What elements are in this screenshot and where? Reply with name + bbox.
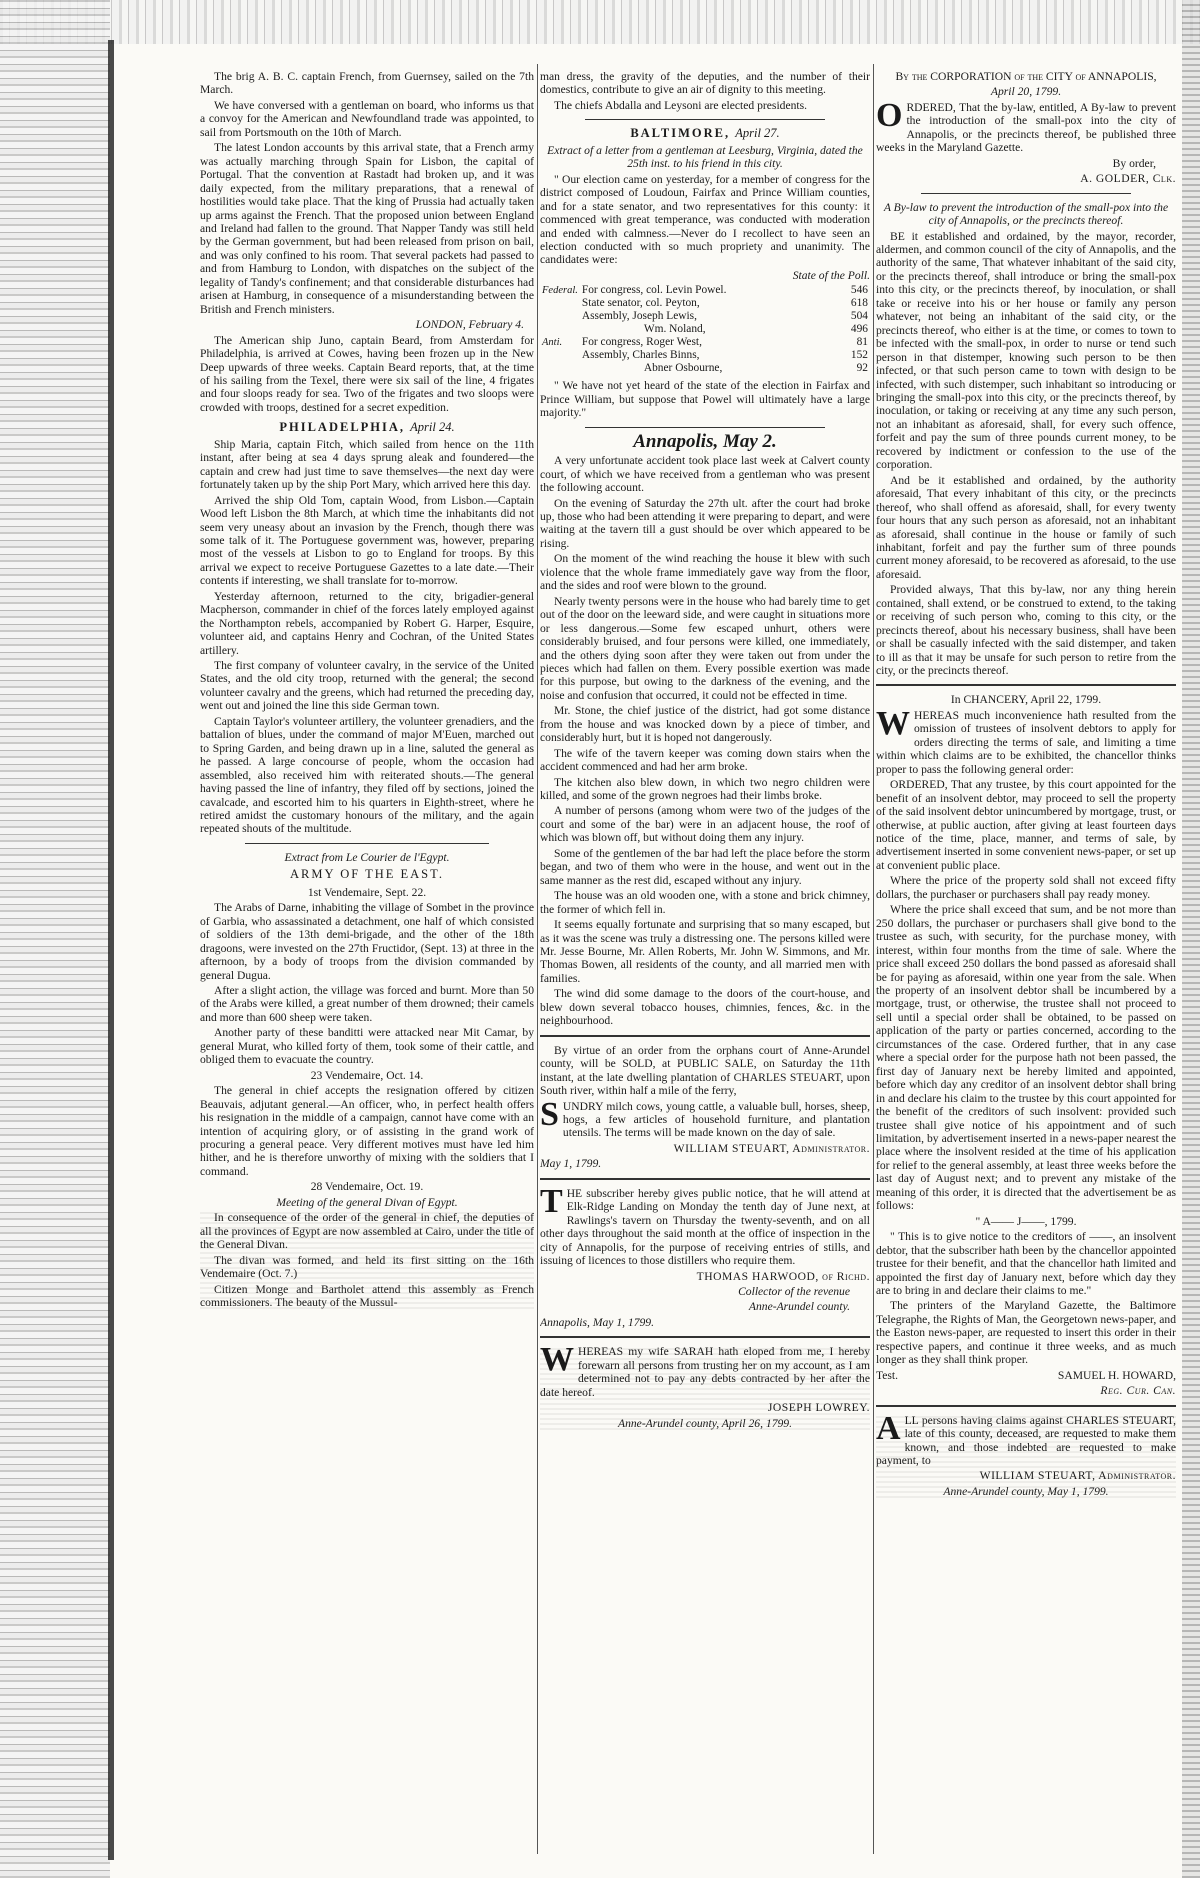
news-paragraph: " We have not yet heard of the state of the election in Fairfax and Prince William, but suppose that Powel will ultimately have a large majority." [540, 379, 870, 420]
news-paragraph: Another party of these banditti were attacked near Mit Camar, by general Murat, who killed forty of them, took some of their cattle, and obliged them to evacuate the country. [200, 1026, 534, 1067]
poll-candidate: For congress, col. Levin Powel. [581, 284, 727, 297]
test-label: Test. [876, 1368, 899, 1382]
advert-text [876, 1409, 1176, 1468]
by-order: By order, [1112, 156, 1156, 170]
poll-candidate: Assembly, Charles Binns, [581, 349, 700, 362]
news-paragraph: The divan was formed, and held its first sitting on the 16th Vendemaire (Oct. 7.) [200, 1253, 534, 1281]
news-paragraph: The American ship Juno, captain Beard, from Amsterdam for Philadelphia, is arrived at Cowes, having been frozen up in the New Deep upwards of three weeks. Captain Beard reports, that, at the time of his sailing from the Texel, there were six sail of the line, 4 frigates and four sloops ready for sea. Two of the frigates and two sloops were crowded with troops, destined for a secret expedition. [200, 333, 534, 414]
news-paragraph: It seems equally fortunate and surprising that so many escaped, but as it was the scene was truly a distressing one. The persons killed were Mr. Jesse Bourne, Mr. Allen Roberts, Mr. John W. Simmons, and Mr. Thomas Bowen, all residents of the county, and all married men with families. [540, 918, 870, 985]
column-3 [876, 70, 1176, 1860]
baltimore-heading [540, 127, 870, 140]
poll-row [540, 310, 870, 323]
advert-date: Anne-Arundel county, April 26, 1799. [618, 1416, 792, 1430]
news-paragraph: A number of persons (among whom were two of the judges of the court and some of the bar) were in an adjacent house, the roof of which was blown off, but without doing them any injury. [540, 804, 870, 845]
drop-cap: A [876, 1409, 901, 1447]
page-binding-line [108, 40, 114, 1860]
advert-body: HEREAS my wife SARAH hath eloped from me, I hereby forewarn all persons from trusting her on my account, as I am determined not to pay any debts contracted by her after the date hereof. [540, 1345, 870, 1399]
advert-divider [876, 1405, 1176, 1407]
army-date: 28 Vendemaire, Oct. 19. [310, 1180, 424, 1194]
drop-cap: W [540, 1341, 574, 1379]
extract-intro: Extract of a letter from a gentleman at Leesburg, Virginia, dated the 25th inst. to his friend in this city. [547, 143, 863, 171]
column-1 [200, 70, 534, 1860]
advert-body: LL persons having claims against CHARLES STEUART, late of this county, deceased, are requested to make them known, and those indebted are requested to make payment, to [876, 1413, 1176, 1467]
advert-divider [540, 1035, 870, 1037]
poll-candidate: Abner Osbourne, [643, 362, 723, 375]
news-paragraph: Yesterday afternoon, returned to the city, brigadier-general Macpherson, commander in chief of the forces lately employed against the Northampton rebels, accompanied by Robert G. Harper, Esquire, volunteer aid, and captains Henry and Cochran, of the United States artillery. [200, 589, 534, 657]
notice-signature: SAMUEL H. HOWARD, [1057, 1368, 1176, 1382]
divan-heading: Meeting of the general Divan of Egypt. [276, 1195, 458, 1209]
poll-group-label: Federal. [542, 285, 578, 297]
news-paragraph: After a slight action, the village was forced and burnt. More than 50 of the Arabs were killed, a great number of them drowned; their camels and more than 600 sheep were taken. [200, 984, 534, 1024]
advert-divider [540, 1336, 870, 1338]
notice-text [876, 96, 1176, 155]
baltimore-date: April 27. [735, 126, 780, 141]
news-paragraph: We have conversed with a gentleman on board, who informs us that a convoy for the American and Newfoundland trade was appointed, to sail from Portsmouth on the 10th of March. [200, 98, 534, 139]
poll-group-label: Anti. [542, 337, 563, 349]
notice-signature-title: Reg. Cur. Can. [1100, 1384, 1176, 1398]
news-paragraph: The brig A. B. C. captain French, from Guernsey, sailed on the 7th March. [200, 70, 534, 97]
poll-votes: 92 [856, 362, 868, 375]
extract-intro: Extract from Le Courier de l'Egypt. [284, 850, 450, 864]
section-divider [585, 119, 825, 120]
corporation-date: April 20, 1799. [990, 85, 1062, 99]
philadelphia-place: PHILADELPHIA, [279, 420, 406, 435]
chancery-paragraph: Where the price of the property sold shall not exceed fifty dollars, the purchaser or purchasers shall pay ready money. [876, 874, 1176, 901]
notice-body: HEREAS much inconvenience hath resulted from the omission of trustees of insolvent debtors to apply for orders directing the terms of sale, and limiting a time within which claims are to be exhibited, the chancellor thinks proper to pass the following general order: [876, 708, 1176, 776]
form-text: " This is to give notice to the creditors of ——, an insolvent debtor, that the subscriber hath been by the chancellor appointed trustee for their benefit, and that the chancellor hath limited and appointed the first day of January next, before which day they are to bring in and declare their claims to me." [876, 1230, 1176, 1297]
advert-signature: WILLIAM STEUART, Administrator. [673, 1141, 870, 1155]
advert-signature: THOMAS HARWOOD, of Richd. [696, 1269, 870, 1283]
printers-notice: The printers of the Maryland Gazette, the Baltimore Telegraphe, the Rights of Man, the Georgetown news-paper, and the Easton news-paper, are requested to insert this order in their respective papers, and continue it three weeks, and as much longer as they shall think proper. [876, 1299, 1176, 1367]
bylaw-paragraph: BE it established and ordained, by the mayor, recorder, aldermen, and common council of the city of Annapolis, and the authority of the same, That whatever inhabitant of the said city, or the precincts thereof, shall introduce or bring the small-pox into this city, or the precincts thereof, by inoculation, or shall take or receive into his or her house or family any person whatever, not being an inhabitant of the said city, or the precincts thereof, who either is at the time, or comes to town to be infected with the small-pox, in order to nurse or tend such person in that distemper, knowing such person to be then infected, or that such person came to town with design to be infected, with such distemper, such inhabitant so introducing or bringing the small-pox into this city, or the precincts thereof, by inoculation, or taking or receiving at any time any such person, not an inhabitant as aforesaid, shall, for every such offence, forfeit and pay the sum of three pounds current money, to be recovered by indictment or confession to the use of the corporation. [876, 229, 1176, 472]
poll-votes: 546 [850, 284, 868, 297]
news-paragraph: Captain Taylor's volunteer artillery, the volunteer grenadiers, and the battalion of blues, under the command of major M'Euen, marched out to Spring Garden, and being drawn up in a line, saluted the general as he passed. A large concourse of people, whom the occasion had assembled, also received him with reiterated shouts.—The general having passed the line of infantry, they filed off by sections, joined the cavalcade, and escorted him to his quarters in Eighth-street, where he retired amidst the customary honours of the military, and the again repeated shouts of the multitude. [200, 714, 534, 836]
chancery-paragraph: ORDERED, That any trustee, by this court appointed for the benefit of an insolvent debtor, may proceed to sell the property of the said insolvent debtor unincumbered by mortgage, trust, or otherwise, at public auction, after giving at least fourteen days notice of the time, place, manner, and terms of sale, by advertisement inserted in some convenient news-paper, or set up at convenient public place. [876, 778, 1176, 872]
advert-signature: WILLIAM STEUART, Administrator. [979, 1469, 1176, 1483]
poll-row [540, 323, 870, 336]
news-paragraph: The Arabs of Darne, inhabiting the village of Sombet in the province of Garbia, who assassinated a detachment, one half of which consisted of soldiers of the 13th demi-brigade, and the other of the 18th dragoons, were invested on the 27th Fructidor, (Sept. 13) at three in the afternoon, by a body of troops from the division commanded by general Dugua. [200, 901, 534, 982]
damaged-text-area [540, 1341, 870, 1430]
scan-left-edge [0, 0, 110, 1878]
drop-cap: S [540, 1095, 559, 1133]
damaged-text-area [200, 1211, 534, 1309]
news-paragraph: On the evening of Saturday the 27th ult. after the court had broke up, those who had been attending it were preparing to depart, and were waiting at the tavern till a gust should be over which appeared to be rising. [540, 496, 870, 550]
poll-row [540, 297, 870, 310]
news-paragraph: Nearly twenty persons were in the house who had barely time to get out of the door on the leeward side, and were caught in situations more or less dangerous.—Some few escaped unhurt, others were considerably bruised, and four persons were killed, one immediately, and the others dying soon after they were taken out from under the pieces which had fallen on them. Every possible exertion was made for this purpose, but owing to the darkness of the evening, and the noise and confusion that occurred, it could not be effected in time. [540, 594, 870, 702]
poll-votes: 504 [850, 310, 868, 323]
notice-body: RDERED, That the by-law, entitled, A By-law to prevent the introduction of the small-pox into the city of Annapolis, or the precincts thereof, be published three weeks in the Maryland Gazette. [876, 100, 1176, 155]
bylaw-paragraph: And be it established and ordained, by the authority aforesaid, That every inhabitant of this city, or the precincts thereof, who shall offend as aforesaid, shall, for every twenty four hours that any such person as aforesaid, not an inhabitant as aforesaid, shall continue in the house or family of such inhabitant, forfeit and pay the further sum of three pounds current money aforesaid, to be recovered as aforesaid, to the use aforesaid. [876, 473, 1176, 581]
news-paragraph: The latest London accounts by this arrival state, that a French army was actually marching through Spain for Lisbon, the capital of Portugal. That the convention at Rastadt had broken up, and it was daily expected, from the military preparations, that a renewal of hostilities would take place. That the king of Prussia had actually taken up arms against the French. That the proposed union between England and Ireland had fallen to the ground. That Napper Tandy was still held by the German government, but had been released from prison on bail, and was only confined to his room. That several packets had passed to and from Hamburg to London, with dispatches on the subject of the legality of Tandy's confinement; and that considerable disturbances had arisen at Hamburg, in consequence of a misunderstanding between the British and French ministers. [200, 141, 534, 316]
army-heading: ARMY OF THE EAST. [290, 867, 444, 882]
poll-votes: 496 [850, 323, 868, 336]
notice-signature: A. GOLDER, Clk. [1080, 172, 1176, 186]
poll-votes: 618 [850, 297, 868, 310]
advert-text [540, 1182, 870, 1268]
column-rule [873, 64, 874, 1854]
news-paragraph: The kitchen also blew down, in which two negro children were killed, and some of the grown negroes had their limbs broke. [540, 775, 870, 803]
bylaw-title: A By-law to prevent the introduction of the small-pox into the city of Annapolis, or the precincts thereof. [883, 200, 1169, 228]
advert-body: HE subscriber hereby gives public notice, that he will attend at Elk-Ridge Landing on Monday the tenth day of June next, at Rawlings's tavern on Thursday the twenty-seventh, and on all other days throughout the said month at the office of inspection in the city of Annapolis, for the purpose of receiving entries of stills, and issuing of licences to those distillers who require them. [540, 1186, 870, 1268]
philadelphia-heading [200, 421, 534, 434]
damaged-text-area [876, 1409, 1176, 1499]
army-date: 1st Vendemaire, Sept. 22. [307, 885, 427, 899]
news-paragraph: The first company of volunteer cavalry, in the service of the United States, and the old city troop, returned with the general; the second volunteer cavalry and the greens, which had returned the preceding day, went out and joined the line this side German town. [200, 659, 534, 713]
advert-intro: By virtue of an order from the orphans court of Anne-Arundel county, will be SOLD, at PUBLIC SALE, on Saturday the 11th instant, at the late dwelling plantation of CHARLES STEUART, upon South river, within half a mile of the ferry, [540, 1043, 870, 1098]
poll-row [540, 349, 870, 362]
news-paragraph: " Our election came on yesterday, for a member of congress for the district composed of Loudoun, Fairfax and Prince William counties, and for a state senator, and two representatives for this county: it commenced with great temperance, was conducted with moderation and ended with calmness.—Never do I recollect to have seen an election conducted with so much propriety and unanimity. The candidates were: [540, 172, 870, 267]
news-paragraph: Ship Maria, captain Fitch, which sailed from hence on the 11th instant, after being at sea 4 days sprung aleak and foundered—the captain and crew had just time to save themselves—the next day were fortunately taken up by the ship Port Mary, which arrived here this day. [200, 437, 534, 492]
form-heading: " A—— J——, 1799. [975, 1214, 1077, 1228]
baltimore-place: BALTIMORE, [630, 126, 731, 141]
poll-heading: State of the Poll. [792, 268, 870, 282]
news-paragraph: The wife of the tavern keeper was coming down stairs when the accident commenced and had her arm broke. [540, 746, 870, 774]
poll-votes: 152 [850, 349, 868, 362]
advert-body: UNDRY milch cows, young cattle, a valuable bull, horses, sheep, hogs, a few articles of household furniture, and plantation utensils. The terms will be made known on the day of sale. [562, 1099, 870, 1140]
news-paragraph: The wind did some damage to the doors of the court-house, and blew down several tobacco houses, chimnies, fences, &c. in the neighbourhood. [540, 987, 870, 1028]
corporation-heading: By the CORPORATION of the CITY of ANNAPOLIS, [895, 70, 1157, 83]
notice-text [876, 704, 1176, 776]
annapolis-heading: Annapolis, May 2. [633, 430, 777, 452]
poll-votes: 81 [856, 336, 868, 349]
section-divider [585, 427, 825, 428]
chancery-paragraph: Where the price shall exceed that sum, and be not more than 250 dollars, the purchaser or purchasers shall give bond to the trustee as such, with security, for the purchase money, with interest, within four months from the time of sale. Where the price shall exceed 250 dollars the bond passed as aforesaid shall be for paying as aforesaid, within one year from the sale. When the property of an insolvent debtor shall be incumbered by a mortgage, trust, or otherwise, the trustee shall not proceed to sell until a special order shall be obtained, to be passed on application of the party or parties concerned, according to the circumstances of the case. Ordered further, that in any case where a special order for the purpose hath not been passed, the first day of January next be hereby limited and appointed, before which day any creditor of an insolvent debtor shall bring in and declare his claim to the trustee by this court appointed for the benefit of the creditors of such insolvent: provided such trustee shall give notice of his appointment and of such limitation, by advertisement inserted in a news-paper nearest the place where the insolvent resided at the time of his application for relief to the general assembly, at least three weeks before the last day of August next; and to prevent any mistake of the meaning of this order, it is directed that the advertisement be as follows: [876, 903, 1176, 1213]
column-2 [540, 70, 870, 1860]
advert-divider [876, 684, 1176, 686]
test-line [876, 1369, 1176, 1382]
advert-signature-county: Anne-Arundel county. [748, 1300, 850, 1314]
poll-row [540, 362, 870, 375]
news-paragraph: A very unfortunate accident took place last week at Calvert county court, of which we have received from a gentleman who was present the following account. [540, 454, 870, 495]
advert-divider [540, 1178, 870, 1180]
army-date: 23 Vendemaire, Oct. 14. [310, 1068, 424, 1082]
advert-date: Annapolis, May 1, 1799. [540, 1315, 654, 1329]
news-paragraph: In consequence of the order of the general in chief, the deputies of all the provinces of Egypt are now assembled at Cairo, under the title of the General Divan. [200, 1211, 534, 1252]
news-paragraph: On the moment of the wind reaching the house it blew with such violence that the whole frame immediately gave way from the floor, and the sides and roof were blown to the ground. [540, 552, 870, 593]
news-paragraph: The house was an old wooden one, with a stone and brick chimney, the former of which fell in. [540, 889, 870, 916]
column-rule [537, 64, 538, 1854]
advert-text [540, 1095, 870, 1140]
news-paragraph: Citizen Monge and Bartholet attend this assembly as French commissioners. The beauty of the Mussul- [200, 1282, 534, 1309]
chancery-heading: In CHANCERY, April 22, 1799. [950, 693, 1102, 707]
advert-date: May 1, 1799. [540, 1157, 602, 1171]
poll-candidate: State senator, col. Peyton, [581, 297, 700, 310]
news-paragraph: The general in chief accepts the resignation offered by citizen Beauvais, adjutant general.—An officer, who, in perfect health offers his resignation in the middle of a campaign, cannot have come with an intention of acquiring glory, or of assisting in the grand work of procuring a general peace. Very different motives must have led him hither, and he is therefore unworthy of mixing with the soldiers that I command. [200, 1084, 534, 1178]
poll-table [540, 284, 870, 375]
drop-cap: O [876, 96, 903, 134]
advert-date: Anne-Arundel county, May 1, 1799. [943, 1484, 1109, 1498]
london-dateline: LONDON, February 4. [415, 318, 524, 332]
philadelphia-date: April 24. [410, 420, 455, 435]
poll-candidate: For congress, Roger West, [581, 336, 702, 349]
bylaw-paragraph: Provided always, That this by-law, nor any thing herein contained, shall extend, or be construed to extend, to the taking or receiving of such person who, coming to this city, or the precincts thereof, about his necessary business, shall have been or shall be casually infected with the said distemper, and taken to ill as that it may be unsafe for such person to retire from the city, or the precincts thereof. [876, 583, 1176, 678]
news-paragraph: Mr. Stone, the chief justice of the district, had got some distance from the house and was knocked down by a piece of timber, and considerably hurt, but it is hoped not dangerously. [540, 704, 870, 745]
drop-cap: T [540, 1182, 563, 1220]
news-paragraph: man dress, the gravity of the deputies, and the number of their domestics, contribute to give an air of dignity to this meeting. [540, 70, 870, 97]
poll-row [540, 284, 870, 297]
advert-signature: JOSEPH LOWREY. [767, 1401, 870, 1415]
advert-text [540, 1341, 870, 1399]
drop-cap: W [876, 704, 910, 742]
advert-signature-title: Collector of the revenue [738, 1284, 850, 1298]
section-divider [245, 843, 489, 844]
poll-row [540, 336, 870, 349]
poll-candidate: Assembly, Joseph Lewis, [581, 310, 697, 323]
section-divider [921, 193, 1131, 194]
news-paragraph: Some of the gentlemen of the bar had left the place before the storm began, and two of them who were in the house, and went out in the same manner as the rest did, escaped without any injury. [540, 846, 870, 887]
news-paragraph: Arrived the ship Old Tom, captain Wood, from Lisbon.—Captain Wood left Lisbon the 8th March, at which time the inhabitants did not seem very uneasy about an invasion by the French, though there was some talk of it. The Portuguese government was, however, preparing most of the vessels at Lisbon to go to England for troops. By this arrival we expect to receive Portuguese Gazettes to a late date.—Their contents if interesting, we shall translate for to-morrow. [200, 493, 534, 588]
news-paragraph: The chiefs Abdalla and Leysoni are elected presidents. [554, 98, 808, 112]
scan-top-edge [0, 0, 1200, 44]
poll-candidate: Wm. Noland, [643, 323, 706, 336]
scan-right-edge [1182, 0, 1200, 1878]
